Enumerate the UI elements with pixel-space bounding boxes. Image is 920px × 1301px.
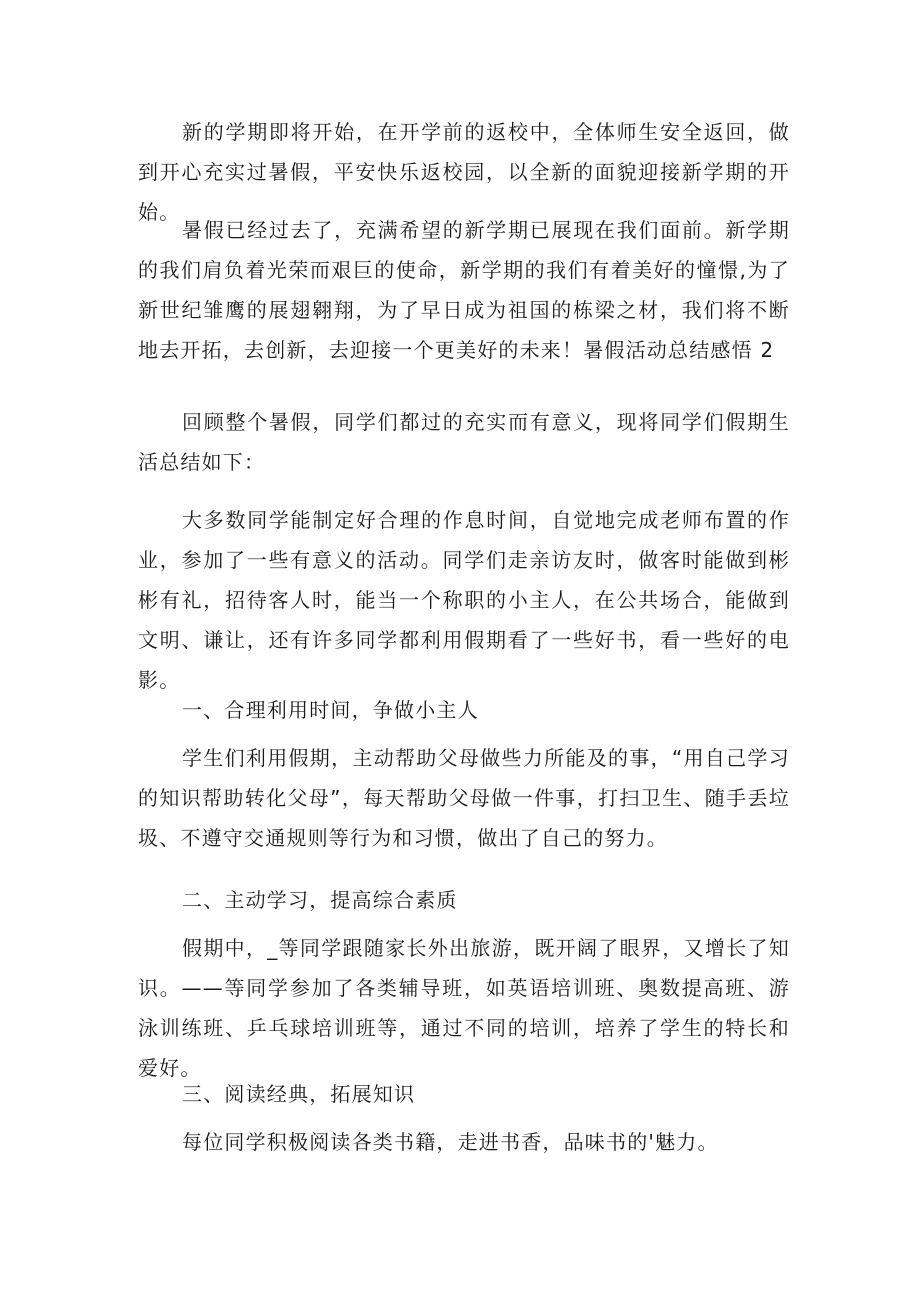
- paragraph-new-semester: 暑假已经过去了，充满希望的新学期已展现在我们面前。新学期的我们肩负着光荣而艰巨的使命，新学期的我们有着美好的憧憬,为了新世纪雏鹰的展翅翱翔，为了早日成为祖国的栋梁之材，我们将不断地去开拓，去创新，去迎接一个更美好的未来！暑假活动总结感悟 2: [138, 218, 790, 362]
- paragraph-summary: 大多数同学能制定好合理的作息时间，自觉地完成老师布置的作业，参加了一些有意义的活动。同学们走亲访友时，做客时能做到彬彬有礼，招待客人时，能当一个称职的小主人，在公共场合，能做到文明、谦让，还有许多同学都利用假期看了一些好书，看一些好的电影。: [138, 508, 790, 692]
- paragraph-section-two: 假期中，_等同学跟随家长外出旅游，既开阔了眼界，又增长了知识。——等同学参加了各类辅导班，如英语培训班、奥数提高班、游泳训练班、乒乓球培训班等，通过不同的培训，培养了学生的特长和爱好。: [138, 936, 790, 1080]
- paragraph-intro: 新的学期即将开始，在开学前的返校中，全体师生安全返回，做到开心充实过暑假，平安快乐返校园，以全新的面貌迎接新学期的开始。: [138, 120, 790, 224]
- heading-section-two: 二、主动学习，提高综合素质: [182, 888, 458, 912]
- paragraph-section-three: 每位同学积极阅读各类书籍，走进书香，品味书的'魅力。: [182, 1130, 719, 1154]
- heading-section-three: 三、阅读经典，拓展知识: [182, 1082, 416, 1106]
- paragraph-review: 回顾整个暑假，同学们都过的充实而有意义，现将同学们假期生活总结如下：: [138, 410, 790, 474]
- heading-section-one: 一、合理利用时间，争做小主人: [182, 698, 479, 722]
- paragraph-section-one: 学生们利用假期，主动帮助父母做些力所能及的事，“用自己学习的知识帮助转化父母”，每天帮助父母做一件事，打扫卫生、随手丢垃圾、不遵守交通规则等行为和习惯，做出了自己的努力。: [138, 746, 790, 850]
